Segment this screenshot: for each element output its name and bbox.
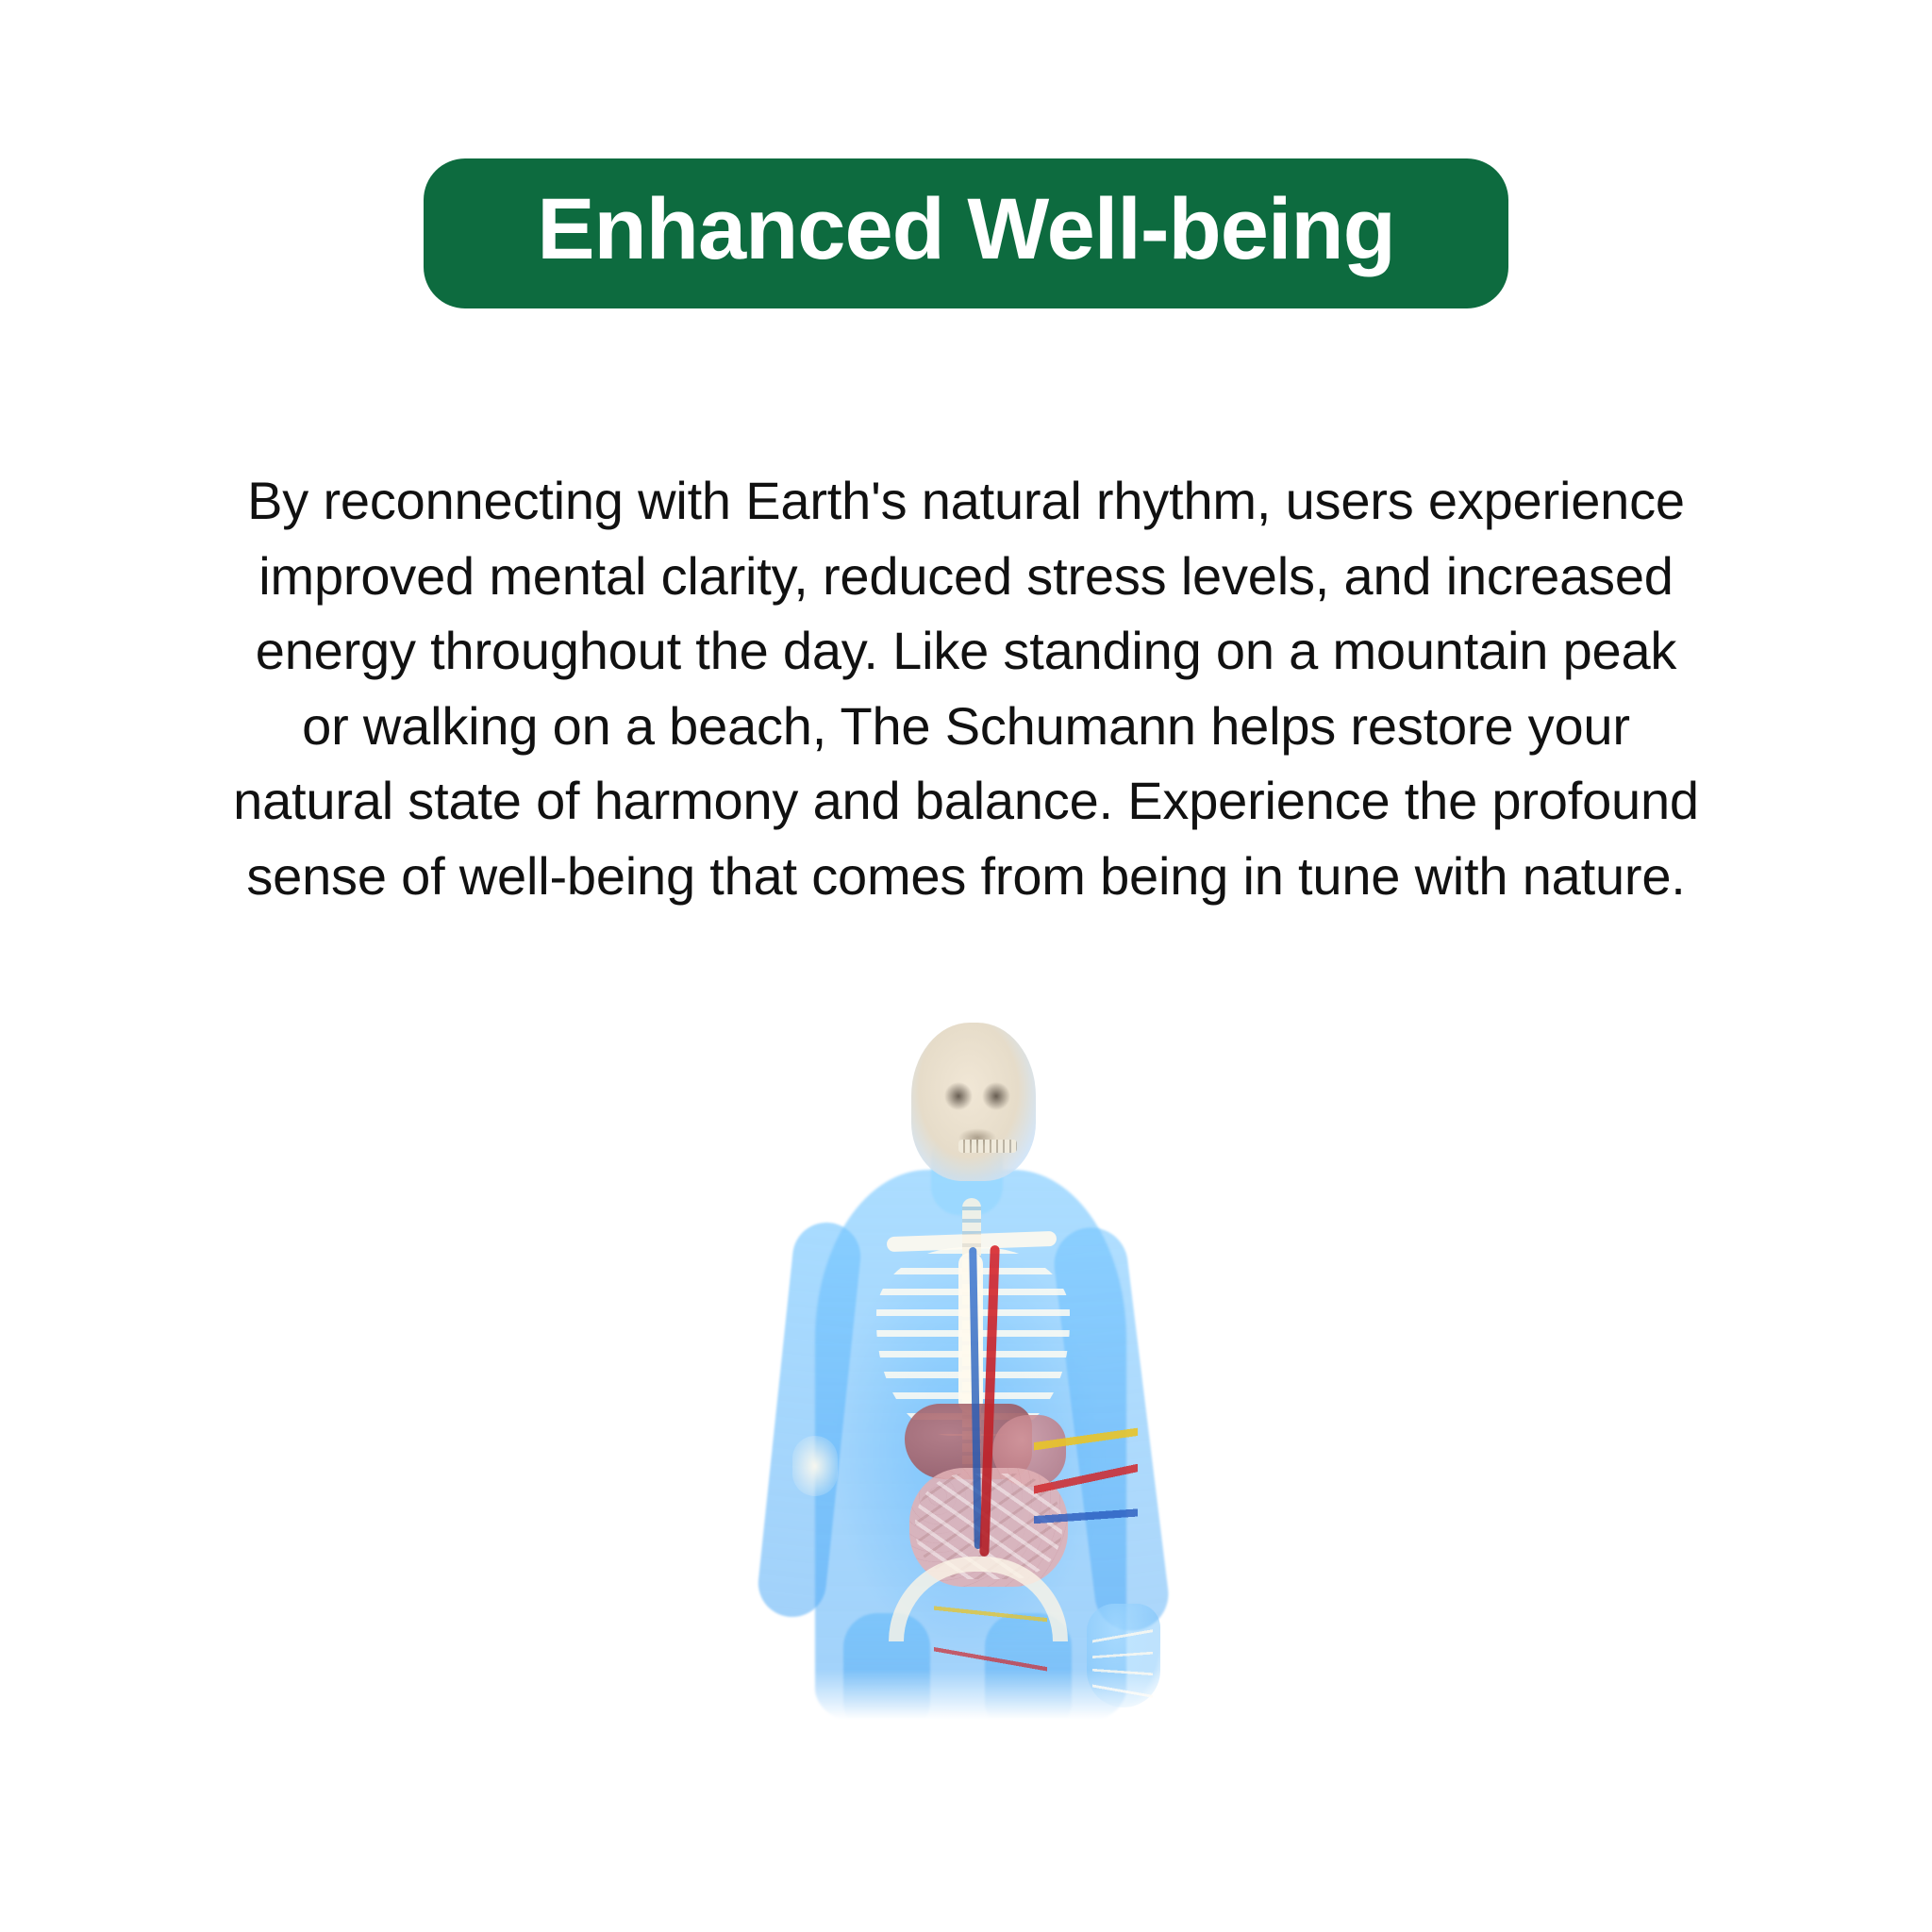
human-anatomy-illustration xyxy=(702,1009,1230,1726)
bottom-fade xyxy=(702,1670,1230,1726)
teeth xyxy=(958,1140,1017,1153)
page-title: Enhanced Well-being xyxy=(537,181,1395,277)
title-pill xyxy=(424,158,1508,308)
body-paragraph: By reconnecting with Earth's natural rhythm, users experience improved mental clarity, reduced stress levels, and increased energy throughout the day. Like standing on a mountain peak or walking on a beach, The Schumann helps restore your natural state of harmony and balance. Experience the profound sense of well-being that comes from being in tune with nature. xyxy=(233,471,1699,906)
figure-area xyxy=(0,1009,1932,1726)
arm-nerves-and-vessels xyxy=(1034,1262,1138,1640)
body-text-container xyxy=(230,410,1702,966)
left-elbow-bone xyxy=(792,1436,838,1496)
